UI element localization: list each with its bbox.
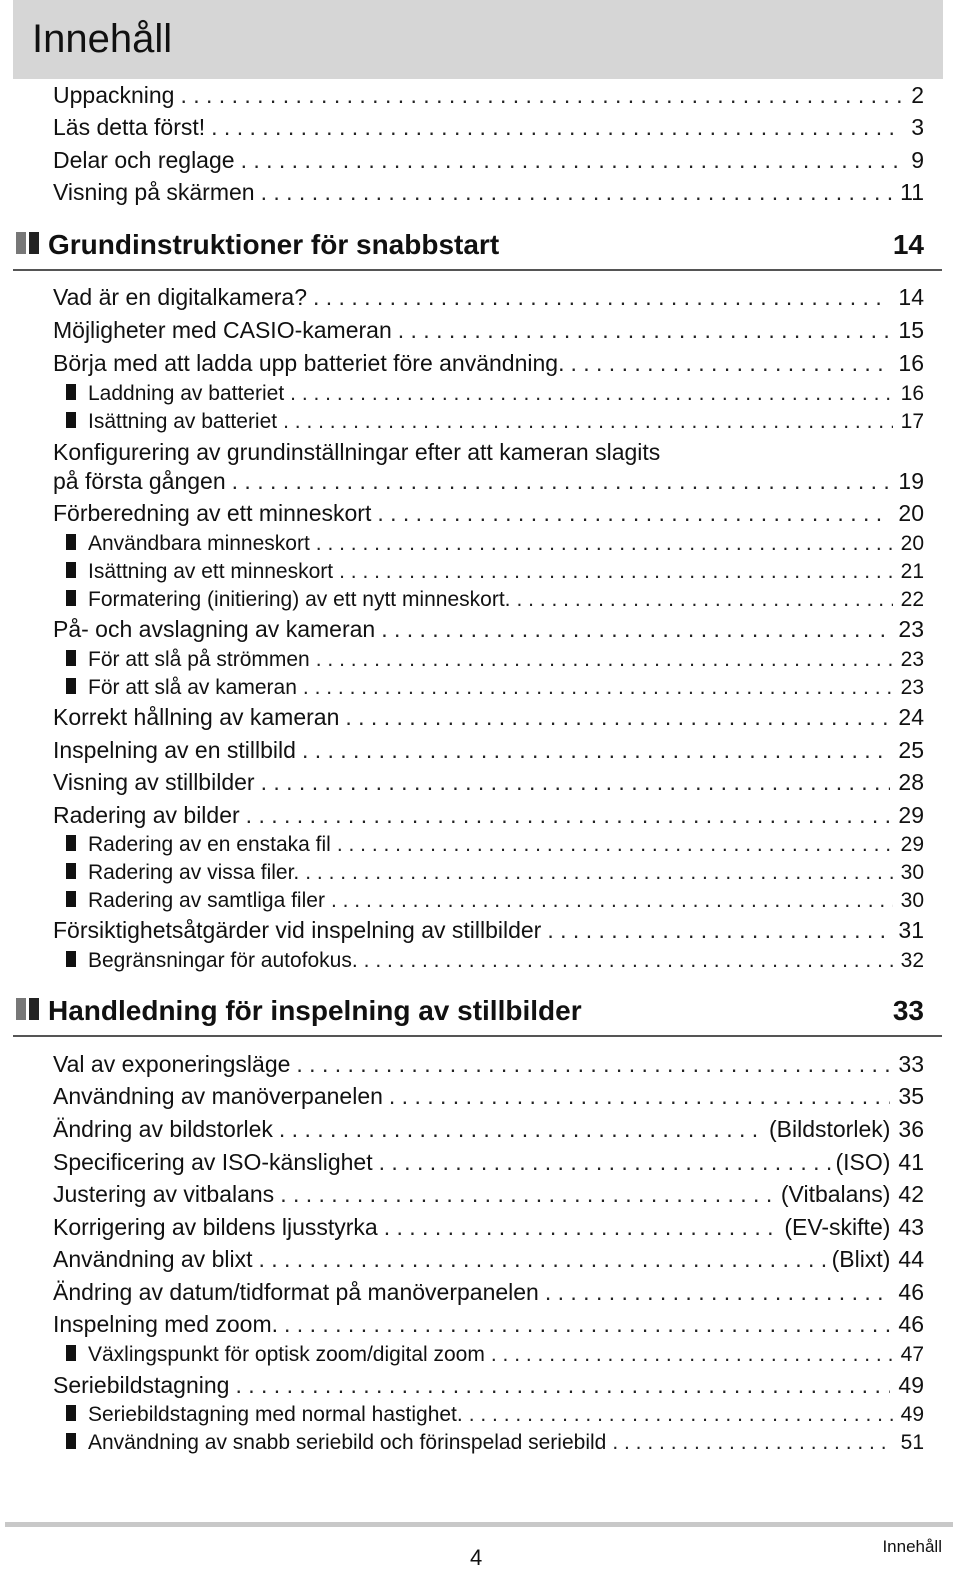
toc-subentry[interactable] (66, 382, 924, 406)
leader-dots (255, 769, 891, 796)
toc-entry-page: 46 (898, 1279, 924, 1305)
leader-dots (277, 410, 893, 434)
toc-entry-page: 11 (900, 179, 924, 205)
toc-entry-page: 42 (898, 1181, 924, 1207)
toc-entry-label: Visning på skärmen (53, 179, 255, 205)
toc-subentry[interactable] (66, 1403, 924, 1427)
leader-dots (485, 1343, 893, 1367)
toc-subentry[interactable] (66, 889, 924, 913)
toc-entry-suffix: (ISO) (835, 1149, 891, 1175)
toc-entry-label: Radering av vissa filer. (88, 861, 300, 884)
toc-entry-page: 35 (898, 1083, 924, 1109)
leader-dots (463, 1403, 893, 1427)
toc-entry-page: 15 (898, 317, 924, 343)
toc-entry-page: 43 (898, 1214, 924, 1240)
toc-entry-page: 29 (898, 802, 924, 828)
toc-entry-label: Korrigering av bildens ljusstyrka (53, 1214, 378, 1240)
leader-dots (252, 1246, 827, 1273)
toc-entry-page: 44 (898, 1246, 924, 1272)
toc-entry-label: Isättning av ett minneskort (88, 560, 334, 583)
toc-entry-label: Radering av samtliga filer (88, 889, 325, 912)
toc-entry-label: Förberedning av ett minneskort (53, 500, 372, 526)
section-page: 14 (892, 229, 924, 260)
section-title: Grundinstruktioner för snabbstart (48, 229, 500, 260)
toc-entry[interactable] (53, 616, 924, 643)
toc-entry-page: 2 (911, 82, 924, 108)
footer-divider (5, 1522, 953, 1527)
toc-entry-label: Användning av manöverpanelen (53, 1083, 383, 1109)
toc-entry-label: Inspelning med zoom. (53, 1311, 279, 1337)
leader-dots (392, 317, 891, 344)
toc-entry-label: Specificering av ISO-känslighet (53, 1149, 373, 1175)
toc-entry-label: Inspelning av en stillbild (53, 737, 296, 763)
leader-dots (205, 114, 903, 141)
section-marker-icon (16, 998, 26, 1020)
leader-dots (373, 1149, 832, 1176)
toc-entry-label: Vad är en digitalkamera? (53, 284, 307, 310)
toc-entry-label: Seriebildstagning (53, 1372, 230, 1398)
toc-entry[interactable] (53, 350, 924, 377)
leader-dots (333, 560, 893, 584)
bullet-icon (66, 534, 76, 550)
bullet-icon (66, 412, 76, 428)
toc-entry-label: För att slå på strömmen (88, 648, 310, 671)
toc-entry[interactable] (53, 1372, 924, 1399)
leader-dots (310, 648, 893, 672)
toc-subentry[interactable] (66, 560, 924, 584)
section-page: 33 (892, 995, 924, 1026)
toc-entry-label: Begränsningar för autofokus. (88, 949, 358, 972)
leader-dots (174, 82, 903, 109)
toc-entry[interactable] (53, 284, 924, 311)
toc-entry[interactable] (53, 1116, 924, 1143)
toc-entry[interactable] (53, 500, 924, 527)
leader-dots (255, 179, 893, 206)
toc-entry-label: Visning av stillbilder (53, 769, 255, 795)
toc-entry-page: 41 (898, 1149, 924, 1175)
toc-entry[interactable] (53, 468, 924, 495)
leader-dots (240, 802, 891, 829)
leader-dots (539, 1279, 891, 1306)
toc-entry-label: Möjligheter med CASIO-kameran (53, 317, 392, 343)
toc-subentry[interactable] (66, 588, 924, 612)
toc-entry-page: 29 (900, 833, 924, 856)
toc-entry[interactable] (53, 704, 924, 731)
bullet-icon (66, 384, 76, 400)
leader-dots (371, 500, 890, 527)
toc-entry-page: 23 (900, 676, 924, 699)
toc-entry[interactable] (53, 1149, 924, 1176)
leader-dots (307, 284, 890, 311)
footer-page-number: 4 (470, 1545, 483, 1570)
leader-dots (339, 704, 890, 731)
toc-entry[interactable] (53, 1083, 924, 1110)
bullet-icon (66, 590, 76, 606)
toc-subentry[interactable] (66, 861, 924, 885)
toc-entry-label: Delar och reglage (53, 147, 235, 173)
leader-dots (325, 889, 893, 913)
leader-dots (378, 1214, 781, 1241)
bullet-icon (66, 562, 76, 578)
toc-entry-label: Isättning av batteriet (88, 410, 278, 433)
leader-dots (358, 949, 893, 973)
toc-entry-suffix: (Bildstorlek) (768, 1116, 891, 1142)
toc-entry-page: 23 (898, 616, 924, 642)
toc-subentry[interactable] (66, 949, 924, 973)
toc-entry-page: 25 (898, 737, 924, 763)
leader-dots (235, 147, 904, 174)
toc-entry-page: 20 (900, 532, 924, 555)
leader-dots (541, 917, 890, 944)
bullet-icon (66, 1345, 76, 1361)
toc-entry-page: 20 (898, 500, 924, 526)
toc-entry-label: För att slå av kameran (88, 676, 297, 699)
leader-dots (274, 1181, 777, 1208)
toc-entry-page: 51 (900, 1431, 924, 1454)
toc-entry-label-continued: på första gången (53, 468, 226, 494)
leader-dots (299, 861, 892, 885)
bullet-icon (66, 835, 76, 851)
section-heading[interactable] (13, 229, 942, 271)
toc-entry-label: Växlingspunkt för optisk zoom/digital zoom (88, 1343, 485, 1366)
toc-entry[interactable] (53, 1246, 924, 1273)
toc-entry-label: Börja med att ladda upp batteriet före användning. (53, 350, 565, 376)
leader-dots (226, 468, 891, 495)
toc-entry[interactable] (53, 114, 924, 141)
toc-entry[interactable] (53, 1214, 924, 1241)
leader-dots (284, 382, 892, 406)
toc-entry-label: Läs detta först! (53, 114, 206, 140)
toc-entry-label: Användbara minneskort (88, 532, 310, 555)
toc-subentry[interactable] (66, 676, 924, 700)
toc-entry[interactable] (53, 737, 924, 764)
toc-entry-label: Val av exponeringsläge (53, 1051, 291, 1077)
toc-subentry[interactable] (66, 410, 924, 434)
toc-entry-page: 3 (911, 114, 924, 140)
section-title: Handledning för inspelning av stillbilder (48, 995, 582, 1026)
toc-entry-page: 32 (900, 949, 924, 972)
bullet-icon (66, 891, 76, 907)
toc-entry-label: Uppackning (53, 82, 175, 108)
toc-entry-page: 19 (898, 468, 924, 494)
toc-entry-page: 31 (898, 917, 924, 943)
toc-entry[interactable] (53, 802, 924, 829)
toc-entry-label: Laddning av batteriet (88, 382, 285, 405)
toc-entry[interactable] (53, 1279, 924, 1306)
section-marker-icon (29, 232, 39, 254)
toc-entry-label: Ändring av bildstorlek (53, 1116, 273, 1142)
bullet-icon (66, 863, 76, 879)
leader-dots (297, 676, 893, 700)
toc-subentry[interactable] (66, 833, 924, 857)
toc-entry-page: 30 (900, 861, 924, 884)
toc-entry-page: 24 (898, 704, 924, 730)
toc-entry-suffix: (EV-skifte) (784, 1214, 891, 1240)
toc-entry-first-line[interactable] (53, 439, 924, 466)
toc-entry-label: Försiktighetsåtgärder vid inspelning av stillbilder (53, 917, 542, 943)
toc-entry-suffix: (Blixt) (831, 1246, 891, 1272)
toc-entry[interactable] (53, 769, 924, 796)
page-title: Innehåll (32, 17, 173, 61)
toc-entry-page: 17 (900, 410, 924, 433)
toc-entry-label: Användning av snabb seriebild och förinspelad seriebild (88, 1431, 607, 1454)
toc-entry-page: 36 (898, 1116, 924, 1142)
toc-entry-label: På- och avslagning av kameran (53, 616, 376, 642)
leader-dots (383, 1083, 891, 1110)
leader-dots (296, 737, 890, 764)
leader-dots (273, 1116, 765, 1143)
toc-entry[interactable] (53, 1181, 924, 1208)
section-marker-icon (16, 232, 26, 254)
toc-subentry[interactable] (66, 1343, 924, 1367)
toc-entry-label: Radering av bilder (53, 802, 240, 828)
toc-entry-label: Seriebildstagning med normal hastighet. (88, 1403, 463, 1426)
toc-entry-page: 33 (898, 1051, 924, 1077)
toc-entry-label: Justering av vitbalans (53, 1181, 275, 1207)
toc-entry-page: 49 (900, 1403, 924, 1426)
section-marker-icon (29, 998, 39, 1020)
toc-entry-page: 47 (900, 1343, 924, 1366)
toc-entry-page: 49 (898, 1372, 924, 1398)
toc-subentry[interactable] (66, 1431, 924, 1455)
toc-entry-page: 28 (898, 769, 924, 795)
toc-entry[interactable] (53, 917, 924, 944)
page-header (13, 0, 943, 79)
toc-entry[interactable] (53, 1051, 924, 1078)
toc-entry[interactable] (53, 147, 924, 174)
toc-entry[interactable] (53, 82, 924, 109)
toc-subentry[interactable] (66, 648, 924, 672)
toc-entry-page: 22 (900, 588, 924, 611)
toc-entry-page: 16 (900, 382, 924, 405)
toc-entry[interactable] (53, 179, 924, 206)
bullet-icon (66, 678, 76, 694)
bullet-icon (66, 951, 76, 967)
toc-entry-label: Ändring av datum/tidformat på manöverpanelen (53, 1279, 539, 1305)
leader-dots (510, 588, 892, 612)
toc-entry-label: Korrekt hållning av kameran (53, 704, 340, 730)
toc-entry-label: Användning av blixt (53, 1246, 253, 1272)
bullet-icon (66, 1405, 76, 1421)
toc-subentry[interactable] (66, 532, 924, 556)
bullet-icon (66, 650, 76, 666)
leader-dots (278, 1311, 890, 1338)
toc-entry-label: Radering av en enstaka fil (88, 833, 331, 856)
leader-dots (310, 532, 893, 556)
leader-dots (564, 350, 890, 377)
bullet-icon (66, 1433, 76, 1449)
section-heading[interactable] (13, 995, 942, 1037)
toc-entry-page: 30 (900, 889, 924, 912)
toc-entry-page: 21 (900, 560, 924, 583)
leader-dots (229, 1372, 890, 1399)
toc-entry-label: Konfigurering av grundinställningar efter att kameran slagits (53, 439, 661, 465)
toc-entry[interactable] (53, 317, 924, 344)
leader-dots (606, 1431, 892, 1455)
leader-dots (331, 833, 893, 857)
toc-entry-page: 14 (898, 284, 924, 310)
leader-dots (375, 616, 890, 643)
toc-entry-page: 46 (898, 1311, 924, 1337)
toc-entry-page: 23 (900, 648, 924, 671)
toc-entry-page: 9 (911, 147, 924, 173)
leader-dots (290, 1051, 890, 1078)
toc-entry[interactable] (53, 1311, 924, 1338)
toc-entry-suffix: (Vitbalans) (780, 1181, 891, 1207)
toc-entry-page: 16 (898, 350, 924, 376)
toc-entry-label: Formatering (initiering) av ett nytt minneskort. (88, 588, 511, 611)
footer-section-link[interactable]: Innehåll (882, 1537, 942, 1556)
